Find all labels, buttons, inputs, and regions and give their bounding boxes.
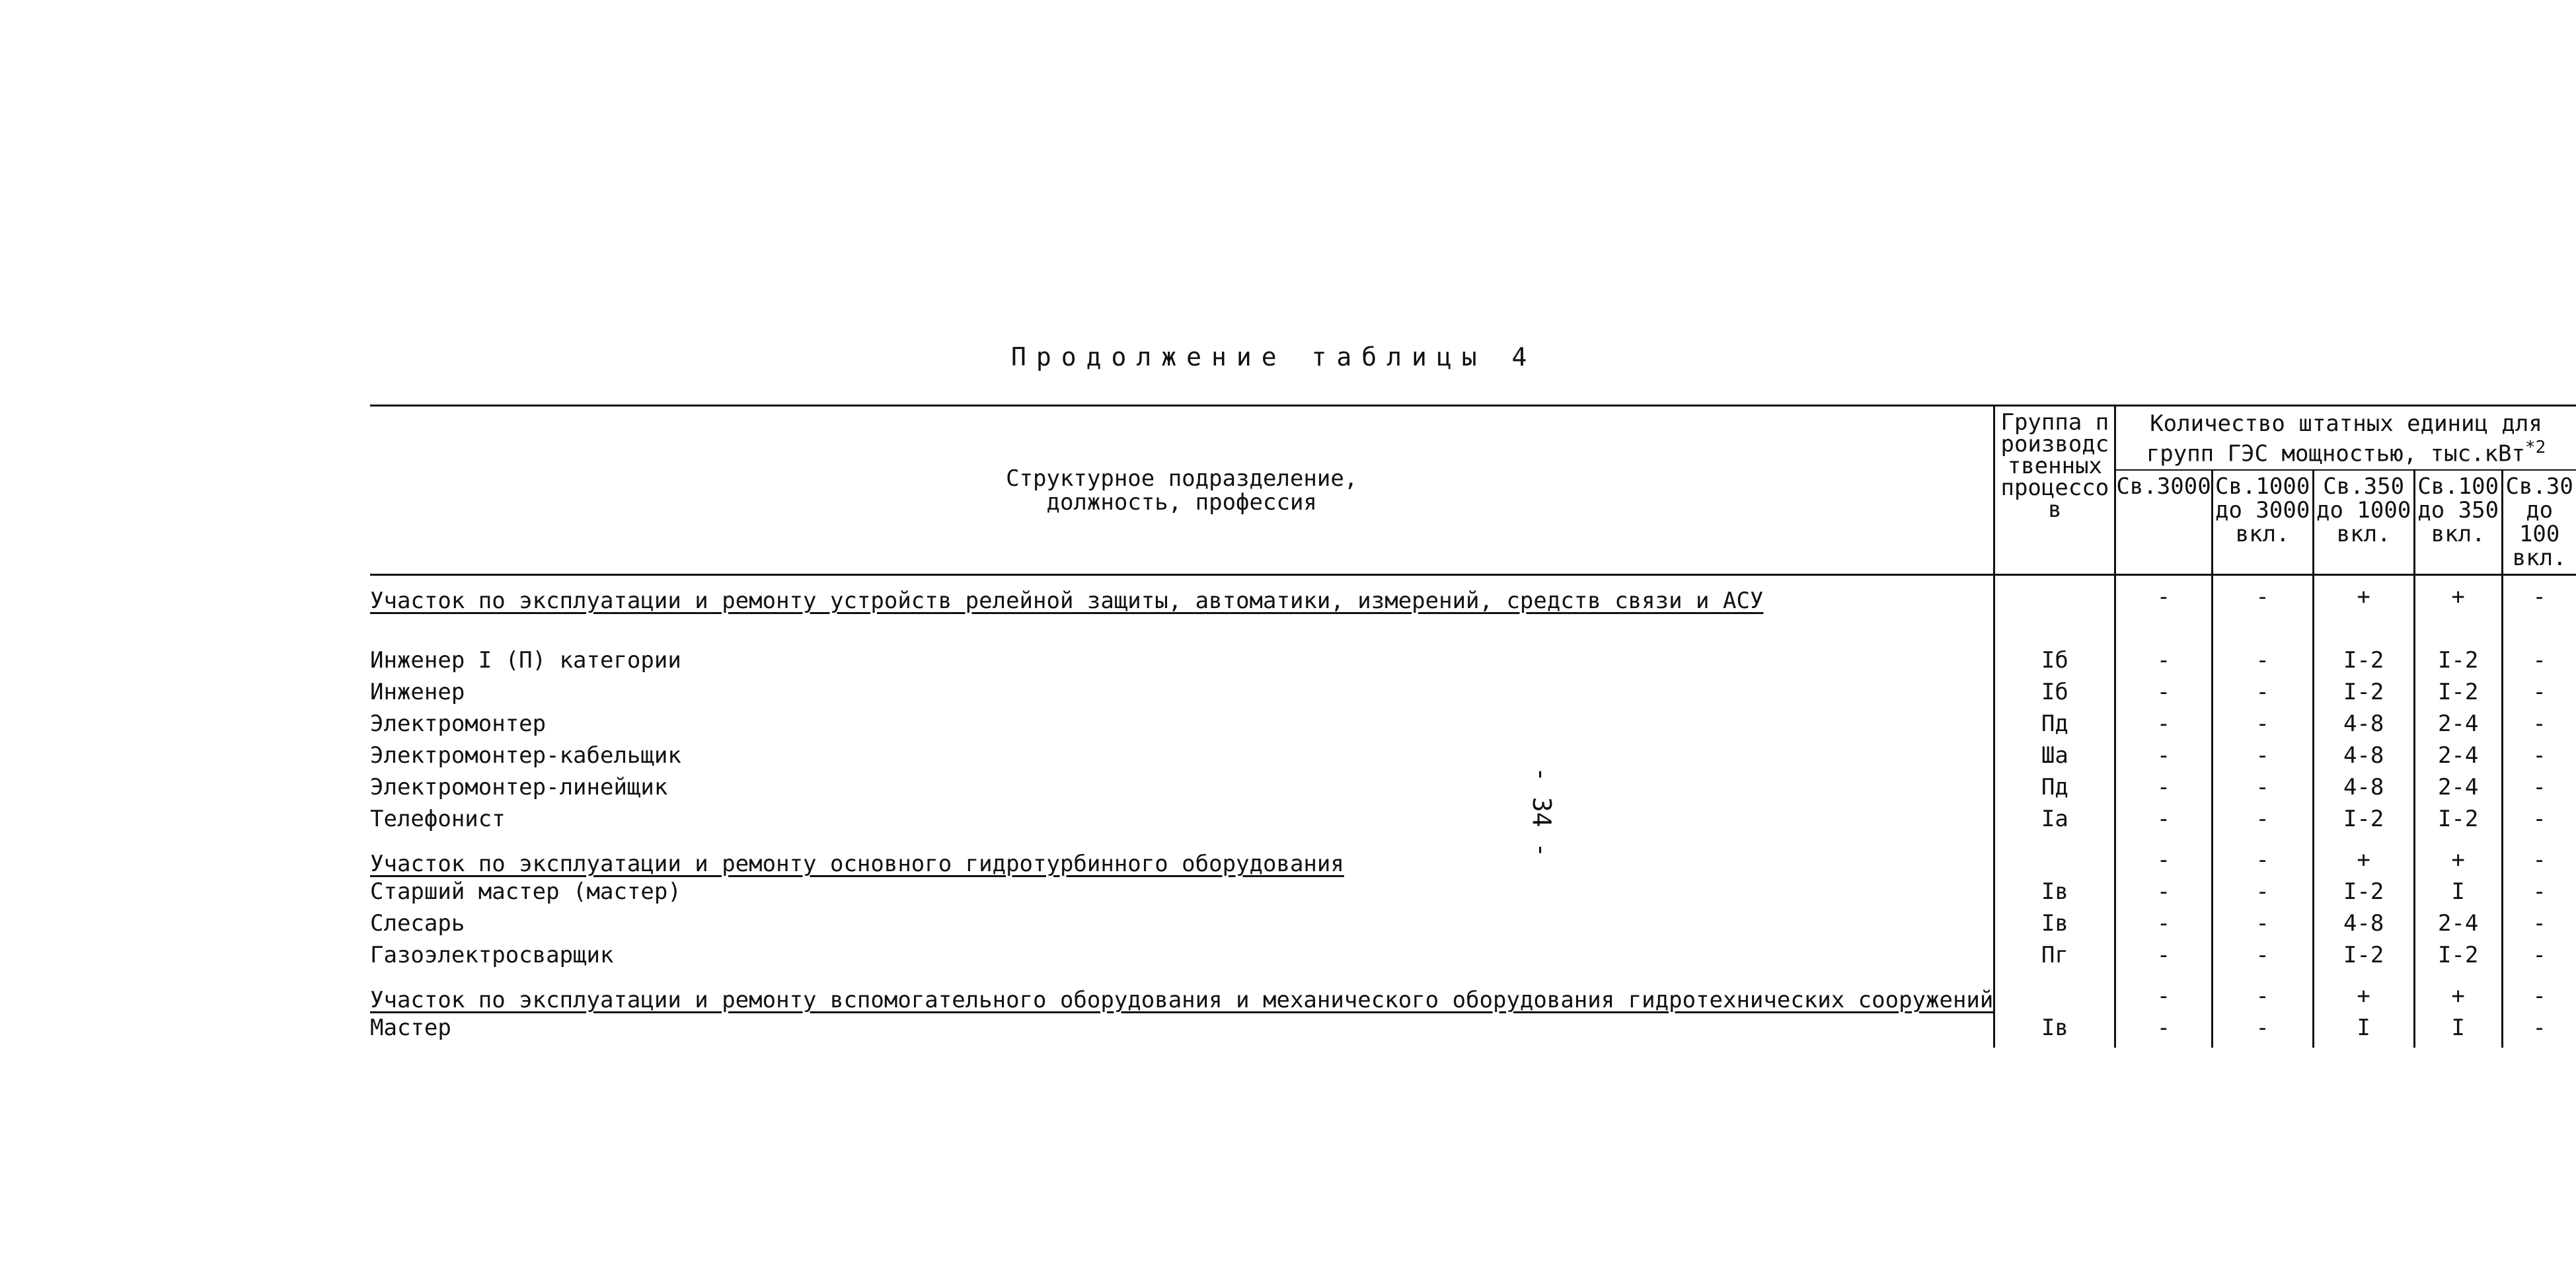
table-row: Электромонтер Пд - - 4-8 2-4 - [370,712,2576,744]
table-row: Инженер Iб - - I-2 I-2 - [370,680,2576,712]
header-name-text: Структурное подразделение, должность, профессия [1006,465,1358,516]
table-body [370,575,2576,1048]
header-name-column [370,406,1994,575]
table-row: Газоэлектросварщик Пг - - I-2 I-2 - [370,943,2576,975]
header-power-col: Св.3000 [2115,470,2212,575]
section-row: Участок по эксплуатации и ремонту вспомогательного оборудования и механического оборудования гидротехнических сооружений - - + + - [370,975,2576,1016]
table-row: Слесарь Iв - - 4-8 2-4 - [370,912,2576,943]
section-title: Участок по эксплуатации и ремонту устройств релейной защиты, автоматики, измерений, средств связи и АСУ [370,588,1764,615]
header-power-span [2115,406,2576,471]
table-row: Электромонтер-кабельщик Шa - - 4-8 2-4 - [370,744,2576,775]
table-row: Электромонтер-линейщик Пд - - 4-8 2-4 - [370,775,2576,807]
header-power-col: Св.350 до 1000 вкл. [2313,470,2414,575]
staffing-table [370,405,2576,1048]
table-row: Старший мастер (мастер) Iв - - I-2 I - [370,880,2576,912]
header-power-col: Св.100 до 350 вкл. [2414,470,2502,575]
page-number: - 34 - [1527,767,1556,858]
header-group-column [1994,406,2115,575]
header-power-note: *2 [2524,438,2546,457]
header-power-text: Количество штатных единиц для групп ГЭС мощностью, тыс.кВт [2146,410,2542,467]
section-row: Участок по эксплуатации и ремонту основного гидротурбинного оборудования - - + + - [370,839,2576,880]
table-row: Телефонист Iа - - I-2 I-2 - [370,807,2576,839]
table-row: Мастер Iв - - I I - [370,1016,2576,1048]
header-power-col: Св.30 до 100 вкл. [2502,470,2576,575]
section-title: Участок по эксплуатации и ремонту вспомогательного оборудования и механического оборудования гидротехнических сооружений [370,987,1994,1014]
section-row: Участок по эксплуатации и ремонту устройств релейной защиты, автоматики, измерений, средств связи и АСУ - - + + - [370,575,2576,617]
header-power-col: Св.1000 до 3000 вкл. [2212,470,2313,575]
section-title: Участок по эксплуатации и ремонту основного гидротурбинного оборудования [370,851,1344,878]
table-caption: Продолжение таблицы 4 [1011,342,1537,371]
table-row: Инженер I (П) категории Iб - - I-2 I-2 - [370,648,2576,680]
table-header [370,406,2576,575]
header-group-text: Группа производственных процессов [2000,409,2109,523]
